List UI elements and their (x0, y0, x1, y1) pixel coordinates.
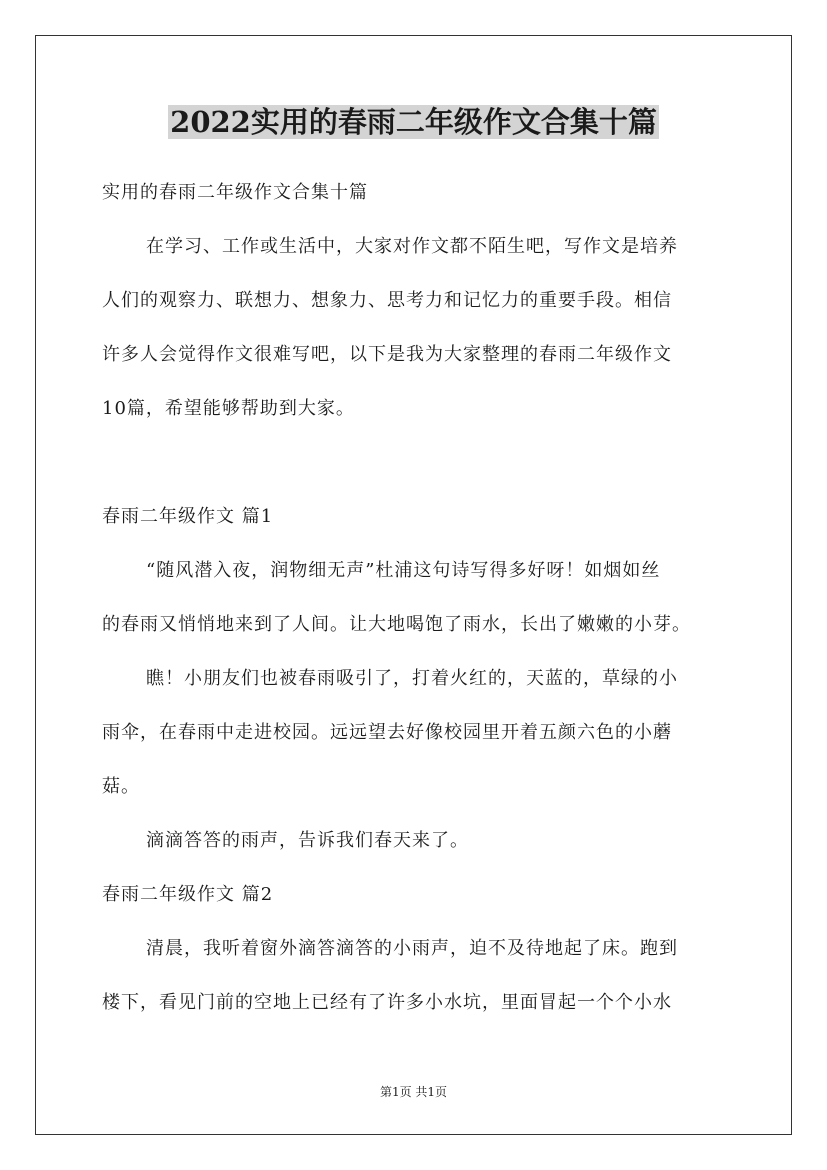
text-line: 许多人会觉得作文很难写吧，以下是我为大家整理的春雨二年级作文 (102, 344, 672, 365)
document-title-text: 2022实用的春雨二年级作文合集十篇 (170, 105, 657, 139)
text-line: 实用的春雨二年级作文合集十篇 (102, 182, 368, 203)
section-heading: 春雨二年级作文 篇2 (102, 884, 274, 905)
text-line: “随风潜入夜，润物细无声”杜浦这句诗写得多好呀！如烟如丝 (146, 560, 661, 581)
text-line: 人们的观察力、联想力、想象力、思考力和记忆力的重要手段。相信 (102, 290, 672, 311)
text-line: 瞧！小朋友们也被春雨吸引了，打着火红的，天蓝的，草绿的小 (146, 668, 678, 689)
text-line: 雨伞，在春雨中走进校园。远远望去好像校园里开着五颜六色的小蘑 (102, 722, 672, 743)
text-line: 清晨，我听着窗外滴答滴答的小雨声，迫不及待地起了床。跑到 (146, 938, 678, 959)
page-footer: 第1页 共1页 (379, 1085, 448, 1099)
text-line: 菇。 (102, 776, 140, 797)
text-line: 10篇，希望能够帮助到大家。 (102, 398, 355, 419)
document-title (0, 100, 827, 144)
text-line: 在学习、工作或生活中，大家对作文都不陌生吧，写作文是培养 (146, 236, 678, 257)
text-line: 的春雨又悄悄地来到了人间。让大地喝饱了雨水，长出了嫩嫩的小芽。 (102, 614, 691, 635)
text-line: 滴滴答答的雨声，告诉我们春天来了。 (146, 830, 469, 851)
text-line: 楼下，看见门前的空地上已经有了许多小水坑，里面冒起一个个小水 (102, 992, 672, 1013)
section-heading: 春雨二年级作文 篇1 (102, 506, 274, 527)
